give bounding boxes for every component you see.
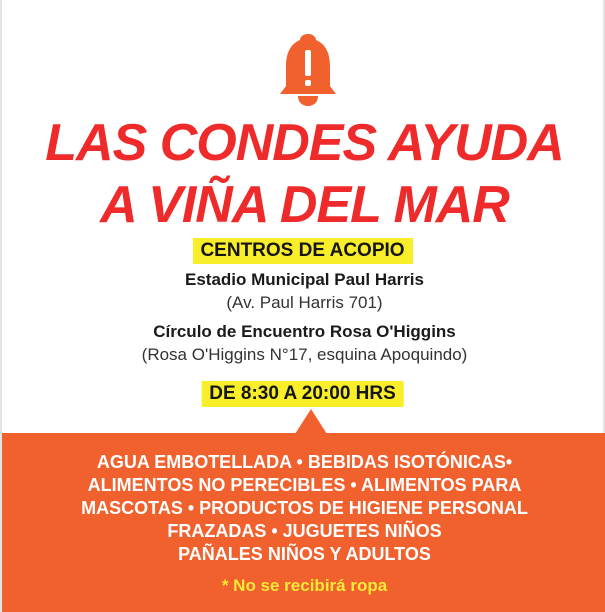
title-line-1: LAS CONDES AYUDA	[45, 114, 564, 172]
alarm-bell-icon	[278, 28, 338, 108]
items-line-2: ALIMENTOS NO PERECIBLES • ALIMENTOS PARA	[87, 475, 522, 495]
no-clothes-note: * No se recibirá ropa	[221, 576, 388, 595]
location-address-2: (Rosa O'Higgins N°17, esquina Apoquindo)	[141, 345, 468, 364]
location-address-1: (Av. Paul Harris 701)	[226, 293, 383, 312]
hours-badge: DE 8:30 A 20:00 HRS	[201, 381, 404, 407]
title-line-2: A VIÑA DEL MAR	[100, 176, 509, 234]
section-label: CENTROS DE ACOPIO	[192, 238, 412, 264]
items-line-4: FRAZADAS • JUGUETES NIÑOS	[167, 521, 442, 541]
items-line-3: MASCOTAS • PRODUCTOS DE HIGIENE PERSONAL	[81, 498, 528, 518]
location-name-1: Estadio Municipal Paul Harris	[184, 270, 424, 289]
items-line-5: PAÑALES NIÑOS Y ADULTOS	[178, 544, 431, 564]
items-line-1: AGUA EMBOTELLADA • BEBIDAS ISOTÓNICAS•	[96, 452, 513, 472]
panel-notch	[295, 409, 327, 434]
location-name-2: Círculo de Encuentro Rosa O'Higgins	[153, 322, 456, 341]
